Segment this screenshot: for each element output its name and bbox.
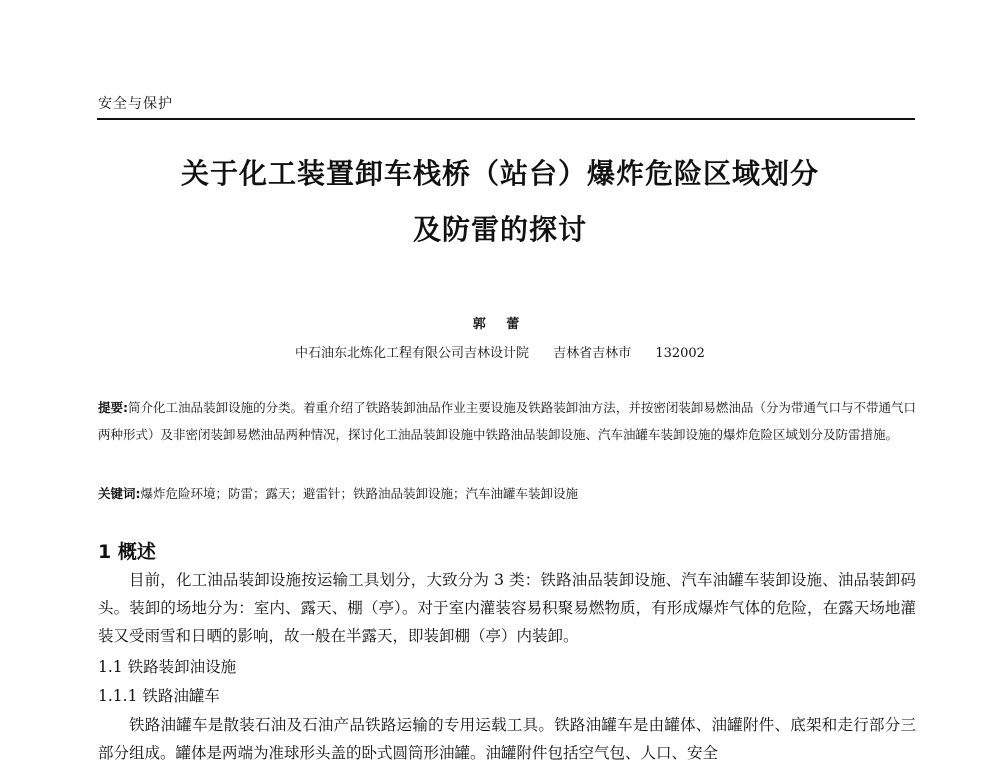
affiliation-postcode: 132002 [655,346,705,361]
section-paragraph: 目前，化工油品装卸设施按运输工具划分，大致分为 3 类：铁路油品装卸设施、汽车油罐车装卸设施、油品装卸码头。装卸的场地分为：室内、露天、棚（亭）。对于室内灌装容易积聚易燃物质，有形成爆炸气体的危险，在露天场地灌装又受雨雪和日晒的影响，故一般在半露天，即装卸棚（亭）内装卸。 [98,571,916,645]
abstract-text: 简介化工油品装卸设施的分类。着重介绍了铁路装卸油品作业主要设施及铁路装卸油方法，并按密闭装卸易燃油品（分为带通气口与不带通气口两种形式）及非密闭装卸易燃油品两种情况，探讨化工油品装卸设施中铁路油品装卸设施、汽车油罐车装卸设施的爆炸危险区域划分及防雷措施。 [98,400,916,442]
header-rule [97,118,915,120]
subsubsection-heading: 1.1.1 铁路油罐车 [98,687,220,705]
keywords-text: 爆炸危险环境；防雷；露天；避雷针；铁路油品装卸设施；汽车油罐车装卸设施 [140,486,579,501]
subsection-heading: 1.1 铁路装卸油设施 [98,658,237,676]
affiliation [0,342,1000,361]
affiliation-org: 中石油东北炼化工程有限公司吉林设计院 [295,346,530,361]
section-paragraph-2: 铁路油罐车是散装石油及石油产品铁路运输的专用运载工具。铁路油罐车是由罐体、油罐附件、底架和走行部分三部分组成。罐体是两端为准球形头盖的卧式圆筒形油罐。油罐附件包括空气包、人口、安全 [98,716,916,762]
affiliation-place: 吉林省吉林市 [553,346,632,361]
keywords-label: 关键词: [98,486,141,501]
running-header: 安全与保护 [98,96,173,112]
abstract [98,394,916,448]
paper-title-line-2: 及防雷的探讨 [412,213,587,246]
abstract-label: 提要: [98,400,129,415]
keywords [98,484,916,502]
author-name: 郭 蕾 [472,317,528,332]
section-heading: 1 概述 [98,541,156,563]
paper-title-line-1: 关于化工装置卸车栈桥（站台）爆炸危险区域划分 [180,157,819,190]
